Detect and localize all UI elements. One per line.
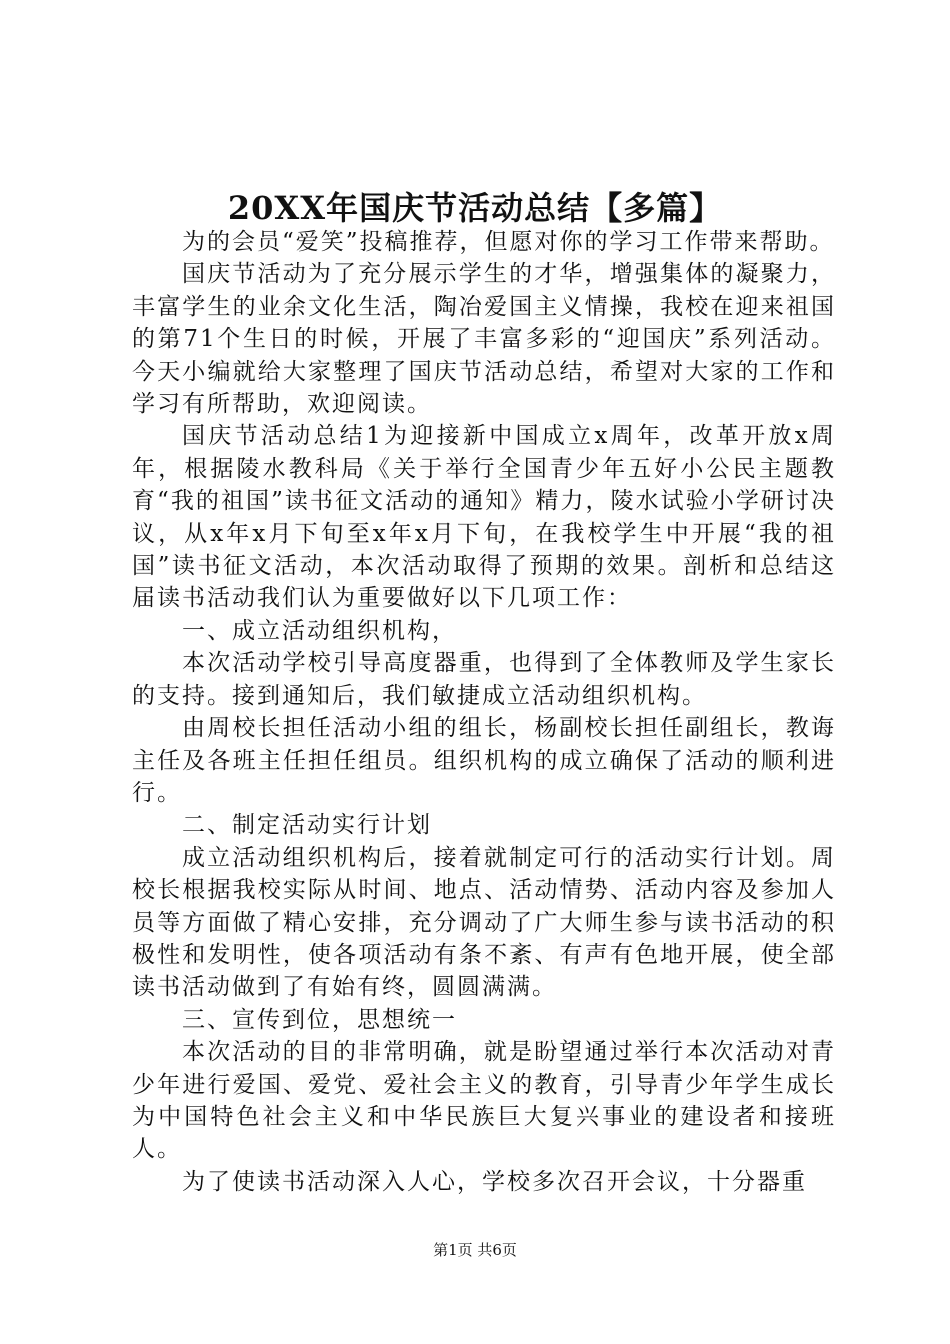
section-heading: 二、制定活动实行计划 [182,812,432,839]
page-footer: 第1页 共6页 [433,1241,517,1259]
paragraph: 国庆节活动为了充分展示学生的才华，增强集体的凝聚力，丰富学生的业余文化生活，陶冶爱国主义情操，我校在迎来祖国的第71个生日的时候，开展了丰富多彩的“迎国庆”系列活动。今天小编就给大家整理了国庆节活动总结，希望对大家的工作和学习有所帮助，欢迎阅读。 [132,261,836,418]
document-body [132,226,836,1198]
section-heading: 一、成立活动组织机构， [182,617,457,644]
paragraph: 本次活动学校引导高度器重，也得到了全体教师及学生家长的支持。接到通知后，我们敏捷成立活动组织机构。 [132,650,836,709]
paragraph: 由周校长担任活动小组的组长，杨副校长担任副组长，教诲主任及各班主任担任组员。组织机构的成立确保了活动的顺利进行。 [132,715,836,806]
section-heading: 三、宣传到位，思想统一 [182,1006,457,1033]
page-title: 20XX年国庆节活动总结【多篇】 [227,189,723,227]
paragraph: 为的会员“爱笑”投稿推荐，但愿对你的学习工作带来帮助。 [182,229,835,255]
paragraph: 为了使读书活动深入人心，学校多次召开会议，十分器重 [182,1168,807,1195]
paragraph: 本次活动的目的非常明确，就是盼望通过举行本次活动对青少年进行爱国、爱党、爱社会主义的教育，引导青少年学生成长为中国特色社会主义和中华民族巨大复兴事业的建设者和接班人。 [132,1039,836,1163]
paragraph: 成立活动组织机构后，接着就制定可行的活动实行计划。周校长根据我校实际从时间、地点、活动情势、活动内容及参加人员等方面做了精心安排，充分调动了广大师生参与读书活动的积极性和发明性，使各项活动有条不紊、有声有色地开展，使全部读书活动做到了有始有终，圆圆满满。 [132,844,836,1001]
paragraph: 国庆节活动总结1为迎接新中国成立x周年，改革开放x周年，根据陵水教科局《关于举行全国青少年五好小公民主题教育“我的祖国”读书征文活动的通知》精力，陵水试验小学研讨决议，从x年x月下旬至x年x月下旬，在我校学生中开展“我的祖国”读书征文活动，本次活动取得了预期的效果。剖析和总结这届读书活动我们认为重要做好以下几项工作： [132,423,836,612]
